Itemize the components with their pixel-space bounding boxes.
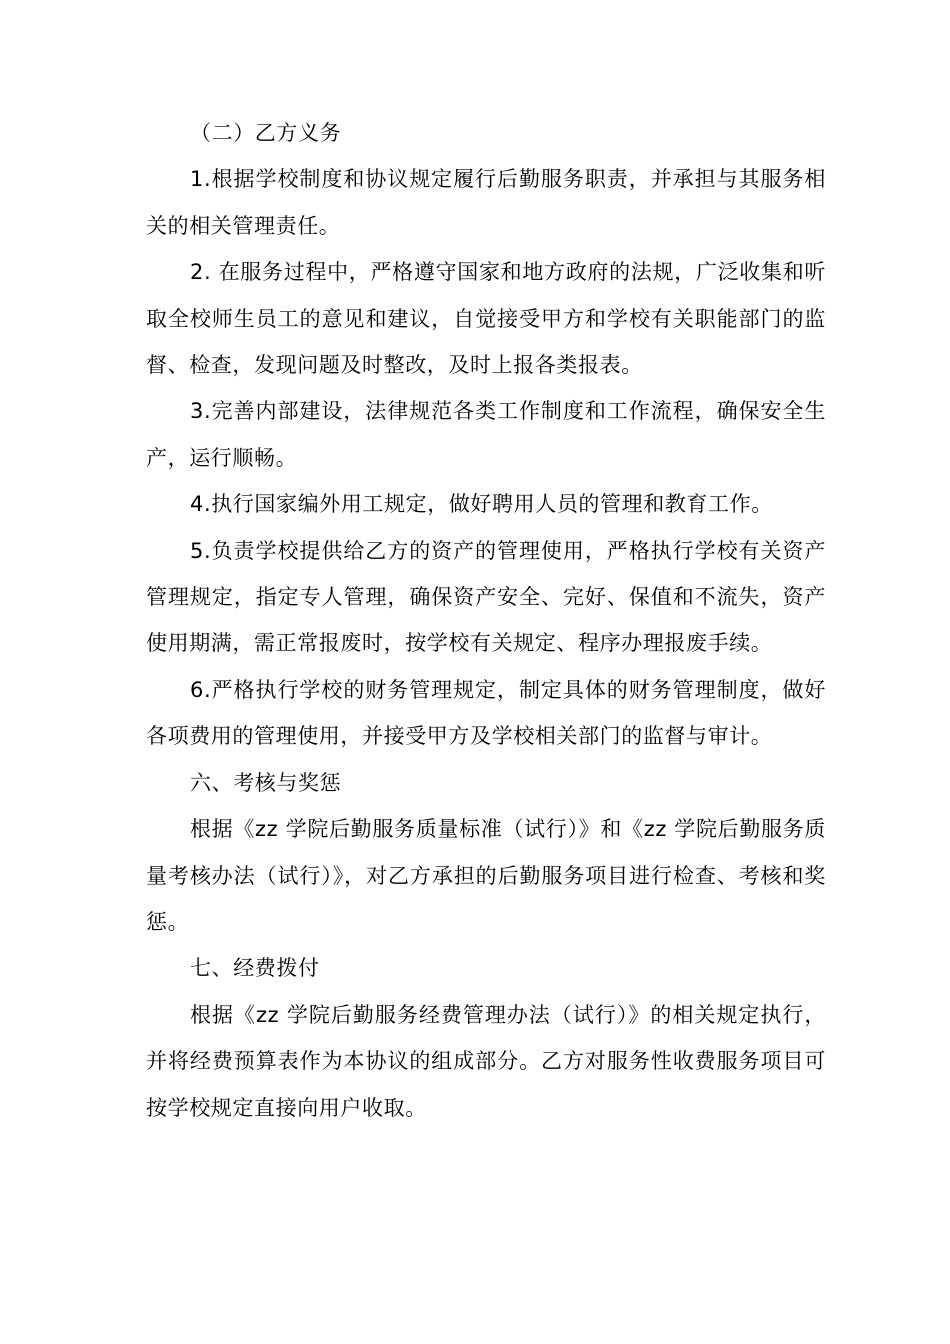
paragraph-item-6: 6.严格执行学校的财务管理规定，制定具体的财务管理制度，做好各项费用的管理使用，并接受甲方及学校相关部门的监督与审计。 — [146, 677, 826, 749]
section-heading-party-b-obligations: （二）乙方义务 — [190, 121, 342, 145]
paragraph-item-5: 5.负责学校提供给乙方的资产的管理使用，严格执行学校有关资产管理规定，指定专人管理，确保资产安全、完好、保值和不流失，资产使用期满，需正常报废时，按学校有关规定、程序办理报废手续。 — [146, 538, 826, 656]
paragraph-item-1: 1.根据学校制度和协议规定履行后勤服务职责，并承担与其服务相关的相关管理责任。 — [146, 167, 826, 238]
paragraph-item-3: 3.完善内部建设，法律规范各类工作制度和工作流程，确保安全生产，运行顺畅。 — [146, 399, 826, 470]
section-heading-assessment: 六、考核与奖惩 — [190, 770, 342, 795]
paragraph-assessment: 根据《zz 学院后勤服务质量标准（试行）》和《zz 学院后勤服务质量考核办法（试行）》，对乙方承担的后勤服务项目进行检查、考核和奖惩。 — [146, 817, 826, 934]
paragraph-item-2: 2. 在服务过程中，严格遵守国家和地方政府的法规，广泛收集和听取全校师生员工的意见和建议，自觉接受甲方和学校有关职能部门的监督、检查，发现问题及时整改，及时上报各类报表。 — [146, 260, 826, 378]
section-heading-funding: 七、经费拨付 — [190, 956, 320, 981]
document-body — [146, 110, 826, 1131]
paragraph-item-4: 4.执行国家编外用工规定，做好聘用人员的管理和教育工作。 — [190, 492, 773, 517]
paragraph-funding: 根据《zz 学院后勤服务经费管理办法（试行）》的相关规定执行，并将经费预算表作为本协议的组成部分。乙方对服务性收费服务项目可按学校规定直接向用户收取。 — [146, 1002, 826, 1120]
